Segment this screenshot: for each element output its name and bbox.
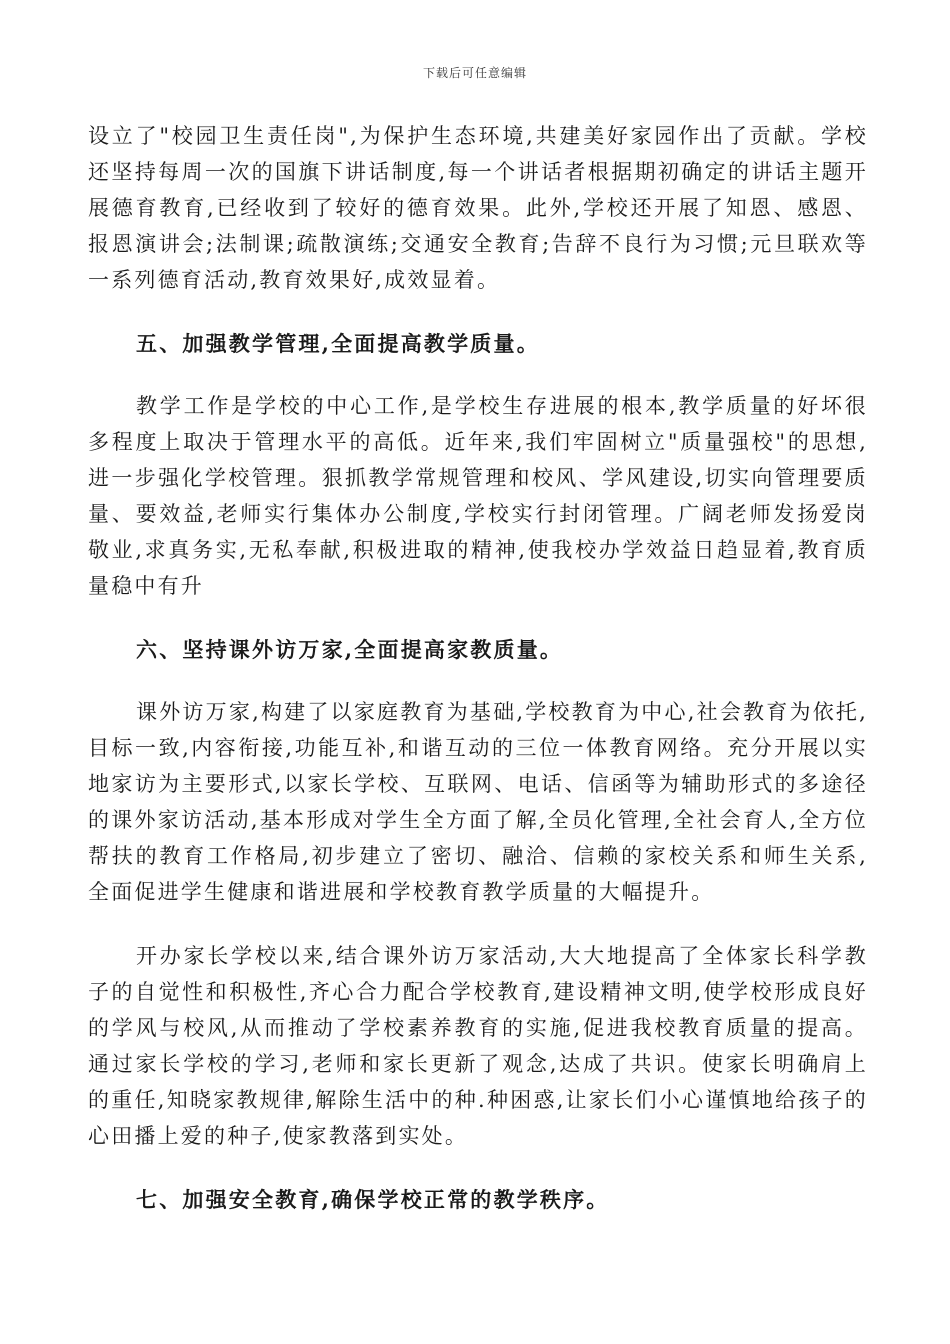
page-header-note: 下载后可任意编辑 [422, 66, 527, 80]
section-heading-7: 七、加强安全教育,确保学校正常的教学秩序。 [136, 1187, 610, 1212]
section-heading-5: 五、加强教学管理,全面提高教学质量。 [136, 331, 540, 356]
paragraph-moral-education: 设立了"校园卫生责任岗",为保护生态环境,共建美好家园作出了贡献。学校还坚持每周一次的国旗下讲话制度,每一个讲话者根据期初确定的讲话主题开展德育教育,已经收到了较好的德育效果。此外,学校还开展了知恩、感恩、报恩演讲会;法制课;疏散演练;交通安全教育;告辞不良行为习惯;元旦联欢等一系列德育活动,教育效果好,成效显着。 [88, 124, 868, 292]
paragraph-parent-school: 开办家长学校以来,结合课外访万家活动,大大地提高了全体家长科学教子的自觉性和积极性,齐心合力配合学校教育,建设精神文明,使学校形成良好的学风与校风,从而推动了学校素养教育的实施,促进我校教育质量的提高。通过家长学校的学习,老师和家长更新了观念,达成了共识。使家长明确肩上的重任,知晓家教规律,解除生活中的种.种困惑,让家长们小心谨慎地给孩子的心田播上爱的种子,使家教落到实处。 [88, 944, 868, 1148]
section-heading-6: 六、坚持课外访万家,全面提高家教质量。 [136, 637, 564, 662]
paragraph-home-visits: 课外访万家,构建了以家庭教育为基础,学校教育为中心,社会教育为依托,目标一致,内容衔接,功能互补,和谐互动的三位一体教育网络。充分开展以实地家访为主要形式,以家长学校、互联网、电话、信函等为辅助形式的多途径的课外家访活动,基本形成对学生全方面了解,全员化管理,全社会育人,全方位帮扶的教育工作格局,初步建立了密切、融洽、信赖的家校关系和师生关系,全面促进学生健康和谐进展和学校教育教学质量的大幅提升。 [88, 700, 868, 904]
paragraph-teaching-management: 教学工作是学校的中心工作,是学校生存进展的根本,教学质量的好坏很多程度上取决于管理水平的高低。近年来,我们牢固树立"质量强校"的思想,进一步强化学校管理。狠抓教学常规管理和校风、学风建设,切实向管理要质量、要效益,老师实行集体办公制度,学校实行封闭管理。广阔老师发扬爱岗敬业,求真务实,无私奉献,积极进取的精神,使我校办学效益日趋显着,教育质量稳中有升 [88, 394, 868, 598]
document-body [88, 118, 868, 1218]
